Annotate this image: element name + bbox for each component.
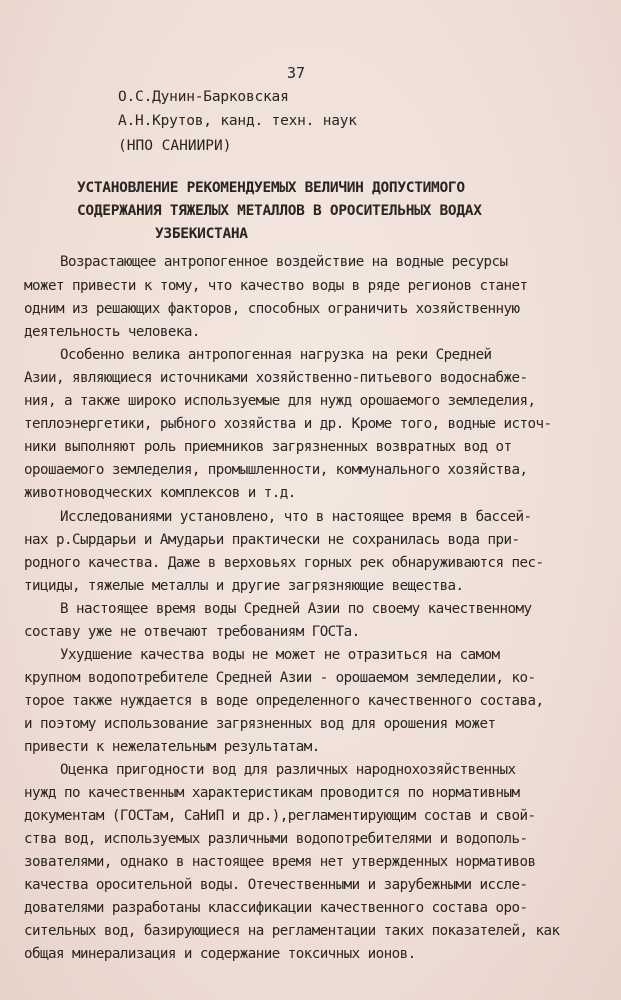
- body-line: и поэтому использование загрязненных вод для орошения может: [24, 716, 496, 732]
- body-line: составу уже не отвечают требованиям ГОСТа.: [24, 624, 360, 640]
- body-line: Азии, являющиеся источниками хозяйственно-питьевого водоснабже-: [24, 370, 528, 386]
- body-line: может привести к тому, что качество воды в ряде регионов станет: [24, 278, 528, 294]
- body-line: одним из решающих факторов, способных ограничить хозяйственную: [24, 301, 520, 317]
- author-2: А.Н.Крутов, канд. техн. наук: [118, 113, 357, 129]
- body-line: Ухудшение качества воды не может не отразиться на самом: [60, 647, 500, 663]
- page-number: 37: [287, 64, 306, 82]
- body-line: привести к нежелательным результатам.: [24, 739, 320, 755]
- body-line: сительных вод, базирующиеся на регламентации таких показателей, как: [24, 923, 560, 939]
- body-line: ния, а также широко используемые для нужд орошаемого земледелия,: [24, 393, 536, 409]
- body-line: Исследованиями установлено, что в настоящее время в бассей-: [60, 509, 532, 525]
- title-line-2: СОДЕРЖАНИЯ ТЯЖЕЛЫХ МЕТАЛЛОВ В ОРОСИТЕЛЬНЫХ ВОДАХ: [77, 203, 482, 219]
- body-line: нужд по качественным характеристикам проводится по нормативным: [24, 785, 520, 801]
- body-line: ники выполняют роль приемников загрязненных возвратных вод от: [24, 439, 512, 455]
- body-line: теплоэнергетики, рыбного хозяйства и др. Кроме того, водные источ-: [24, 416, 552, 432]
- body-line: зователями, однако в настоящее время нет утвержденных нормативов: [24, 854, 536, 870]
- body-line: дователями разработаны классификации качественного состава оро-: [24, 900, 528, 916]
- body-line: В настоящее время воды Средней Азии по своему качественному: [60, 601, 532, 617]
- body-line: Особенно велика антропогенная нагрузка на реки Средней: [60, 347, 492, 363]
- body-line: ства вод, используемых различными водопотребителями и водополь-: [24, 831, 528, 847]
- title-line-1: УСТАНОВЛЕНИЕ РЕКОМЕНДУЕМЫХ ВЕЛИЧИН ДОПУСТИМОГО: [77, 180, 465, 196]
- body-line: деятельность человека.: [24, 324, 200, 340]
- organization: (НПО САНИИРИ): [118, 138, 232, 154]
- body-line: Оценка пригодности вод для различных народнохозяйственных: [60, 762, 516, 778]
- title-line-3: УЗБЕКИСТАНА: [155, 226, 248, 242]
- body-line: орошаемого земледелия, промышленности, коммунального хозяйства,: [24, 462, 528, 478]
- body-line: тициды, тяжелые металлы и другие загрязняющие вещества.: [24, 578, 464, 594]
- body-line: нах р.Сырдарьи и Амударьи практически не сохранилась вода при-: [24, 532, 520, 548]
- body-line: родного качества. Даже в верховьях горных рек обнаруживаются пес-: [24, 555, 544, 571]
- body-line: Возрастающее антропогенное воздействие на водные ресурсы: [60, 254, 508, 270]
- body-line: документам (ГОСТам, СаНиП и др.),регламентирующим состав и свой-: [24, 808, 536, 824]
- author-1: О.С.Дунин-Барковская: [118, 89, 289, 105]
- body-line: общая минерализация и содержание токсичных ионов.: [24, 946, 416, 962]
- body-line: торое также нуждается в воде определенного качественного состава,: [24, 693, 544, 709]
- body-line: крупном водопотребителе Средней Азии - орошаемом земледелии, ко-: [24, 670, 536, 686]
- body-line: животноводческих комплексов и т.д.: [24, 485, 296, 501]
- body-line: качества оросительной воды. Отечественными и зарубежными иссле-: [24, 877, 528, 893]
